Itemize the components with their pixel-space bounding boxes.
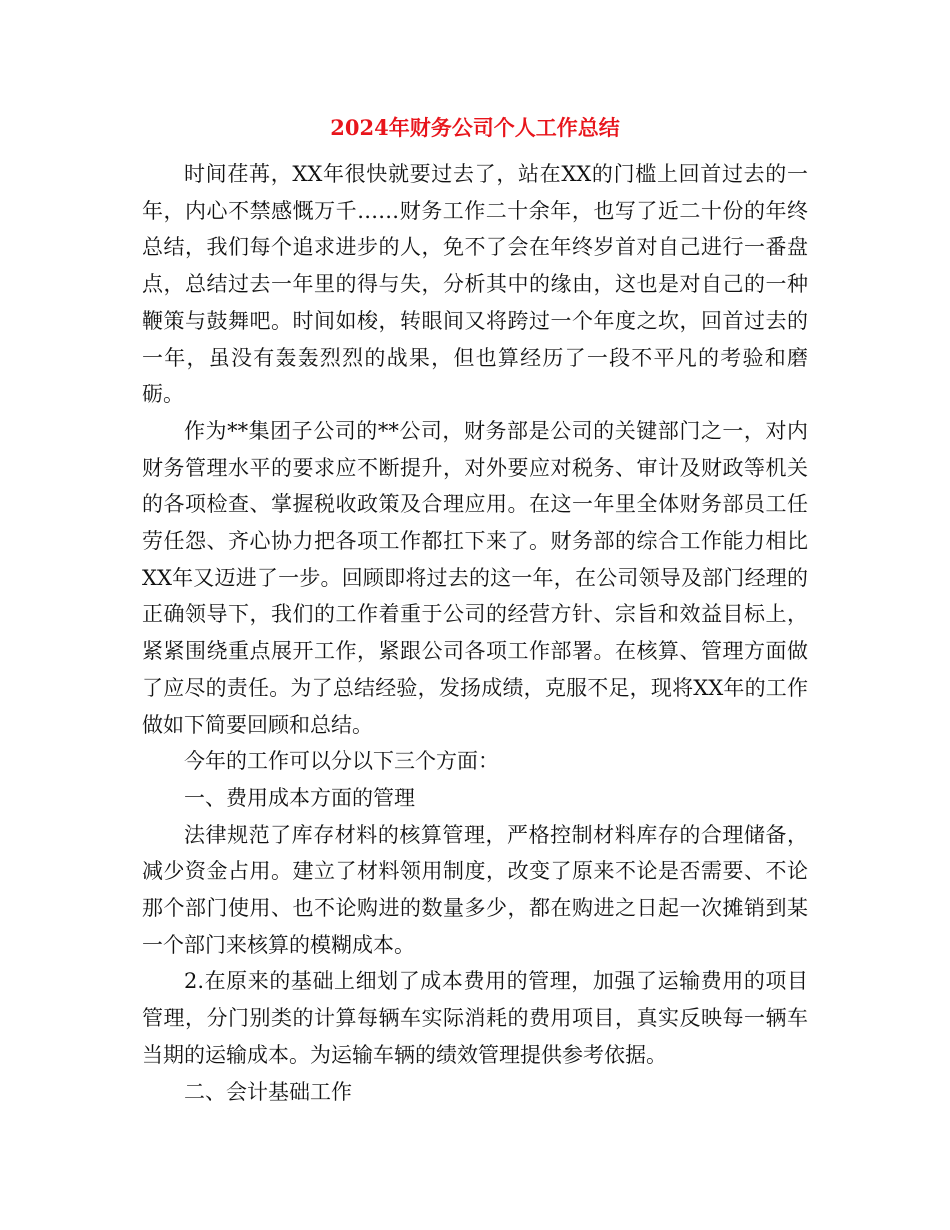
paragraph-cost-2: 2.在原来的基础上细划了成本费用的管理，加强了运输费用的项目管理，分门别类的计算每辆车实际消耗的费用项目，真实反映每一辆车当期的运输成本。为运输车辆的绩效管理提供参考依据。 [142,969,808,1067]
document-title: 2024年财务公司个人工作总结 [330,115,620,140]
paragraph-overview: 今年的工作可以分以下三个方面： [184,749,499,774]
section-heading-cost: 一、费用成本方面的管理 [184,785,415,810]
paragraph-department: 作为**集团子公司的**公司，财务部是公司的关键部门之一，对内财务管理水平的要求应不断提升，对外要应对税务、审计及财政等机关的各项检查、掌握税收政策及合理应用。在这一年里全体财务部员工任劳任怨、齐心协力把各项工作都扛下来了。财务部的综合工作能力相比XX年又迈进了一步。回顾即将过去的这一年，在公司领导及部门经理的正确领导下，我们的工作着重于公司的经营方针、宗旨和效益目标上，紧紧围绕重点展开工作，紧跟公司各项工作部署。在核算、管理方面做了应尽的责任。为了总结经验，发扬成绩，克服不足，现将XX年的工作做如下简要回顾和总结。 [142,418,808,737]
document-body [142,156,808,1110]
paragraph-cost-1: 法律规范了库存材料的核算管理，严格控制材料库存的合理储备，减少资金占用。建立了材料领用制度，改变了原来不论是否需要、不论那个部门使用、也不论购进的数量多少，都在购进之日起一次摊销到某一个部门来核算的模糊成本。 [142,822,808,957]
paragraph-intro: 时间荏苒，XX年很快就要过去了，站在XX的门槛上回首过去的一年，内心不禁感慨万千……财务工作二十余年，也写了近二十份的年终总结，我们每个追求进步的人，免不了会在年终岁首对自己进行一番盘点，总结过去一年里的得与失，分析其中的缘由，这也是对自己的一种鞭策与鼓舞吧。时间如梭，转眼间又将跨过一个年度之坎，回首过去的一年，虽没有轰轰烈烈的战果，但也算经历了一段不平凡的考验和磨砺。 [142,162,808,407]
section-heading-accounting: 二、会计基础工作 [184,1079,352,1104]
